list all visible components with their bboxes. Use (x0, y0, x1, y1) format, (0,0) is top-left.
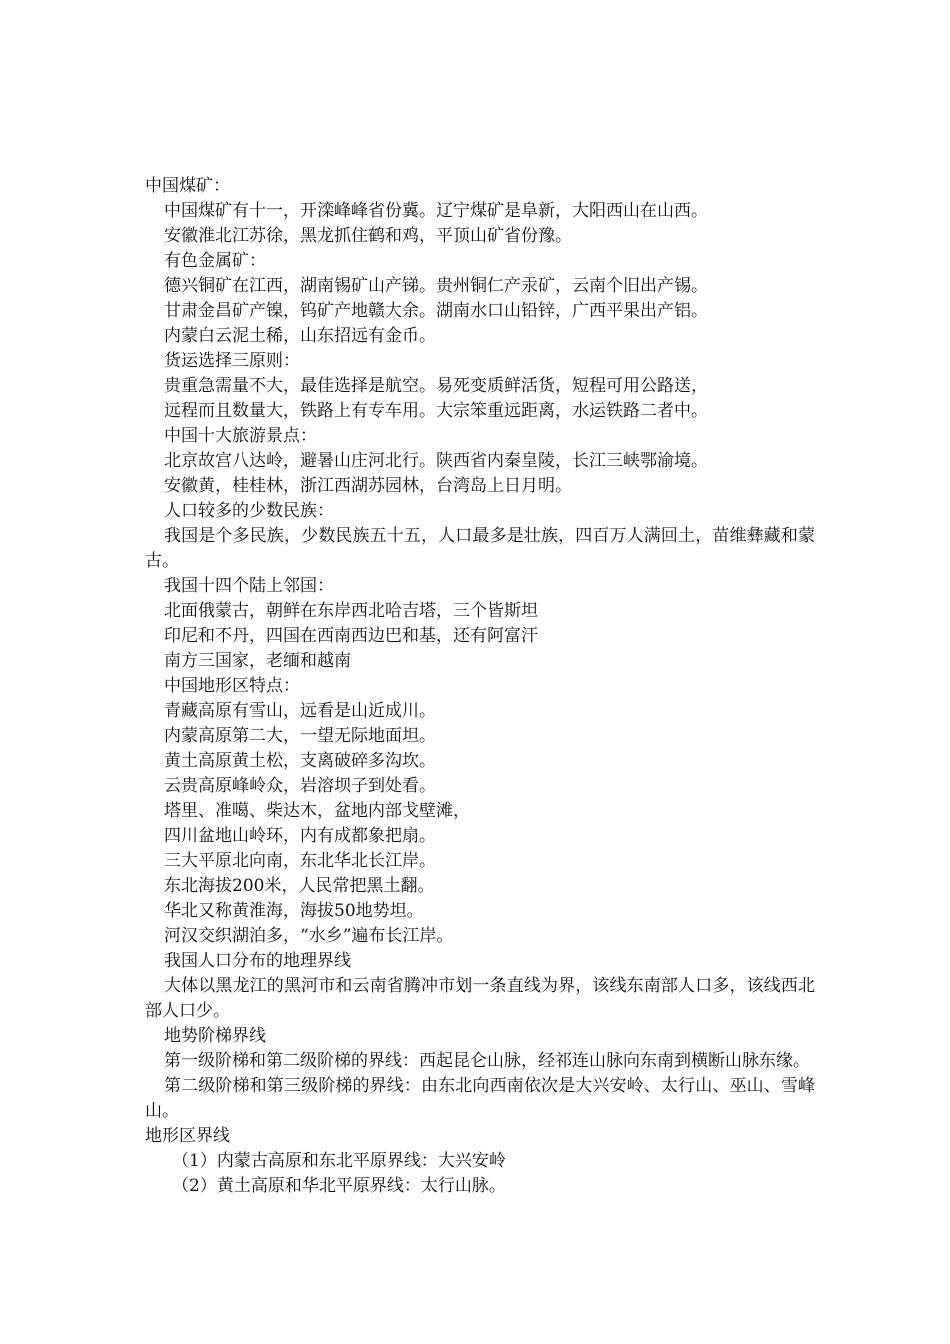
text-line: 货运选择三原则： (164, 351, 300, 371)
text-line: 有色金属矿： (164, 251, 266, 271)
text-line: 东北海拔200米，人民常把黑土翻。 (164, 876, 435, 896)
text-line: 青藏高原有雪山，远看是山近成川。 (164, 701, 436, 721)
text-line: 人口较多的少数民族： (164, 501, 334, 521)
text-line: 内蒙白云泥土稀，山东招远有金币。 (164, 326, 436, 346)
text-line: 安徽淮北江苏徐，黑龙抓住鹤和鸡，平顶山矿省份豫。 (164, 226, 572, 246)
text-line: 德兴铜矿在江西，湖南锡矿山产锑。贵州铜仁产汞矿，云南个旧出产锡。 (164, 276, 708, 296)
text-line: 北京故宫八达岭，避暑山庄河北行。陕西省内秦皇陵，长江三峡鄂渝境。 (164, 451, 708, 471)
text-line: 三大平原北向南，东北华北长江岸。 (164, 851, 436, 871)
text-line: 云贵高原峰岭众，岩溶坝子到处看。 (164, 776, 436, 796)
text-line: 北面俄蒙古，朝鲜在东岸西北哈吉塔，三个皆斯坦 (164, 601, 538, 621)
text-line: 安徽黄，桂桂林，浙江西湖苏园林，台湾岛上日月明。 (164, 476, 572, 496)
text-line: 四川盆地山岭环，内有成都象把扇。 (164, 826, 436, 846)
text-line: 贵重急需量不大，最佳选择是航空。易死变质鲜活货，短程可用公路送， (164, 376, 708, 396)
text-line: 第一级阶梯和第二级阶梯的界线：西起昆仑山脉，经祁连山脉向东南到横断山脉东缘。 (164, 1051, 810, 1071)
text-line: 中国十大旅游景点： (164, 426, 317, 446)
text-line: 中国地形区特点： (164, 676, 300, 696)
text-line: 印尼和不丹，四国在西南西边巴和基，还有阿富汗 (164, 626, 538, 646)
section-heading: 地形区界线 (145, 1126, 230, 1146)
text-line: 中国煤矿有十一，开滦峰峰省份冀。辽宁煤矿是阜新，大阳西山在山西。 (164, 201, 708, 221)
text-line: 我国是个多民族，少数民族五十五，人口最多是壮族，四百万人满回土，苗维彝藏和蒙古。 (145, 526, 815, 571)
text-line: 地势阶梯界线 (164, 1026, 266, 1046)
text-line: 我国十四个陆上邻国： (164, 576, 334, 596)
text-line: 大体以黑龙江的黑河市和云南省腾冲市划一条直线为界，该线东南部人口多，该线西北部人口少。 (145, 976, 815, 1021)
text-line: 第二级阶梯和第三级阶梯的界线：由东北向西南依次是大兴安岭、太行山、巫山、雪峰山。 (145, 1076, 815, 1121)
text-line: 河汉交织湖泊多，“水乡”遍布长江岸。 (164, 926, 454, 946)
text-line: 塔里、准噶、柴达木，盆地内部戈壁滩， (164, 801, 470, 821)
text-line: 甘肃金昌矿产镍，钨矿产地赣大余。湖南水口山铅锌，广西平果出产铝。 (164, 301, 708, 321)
text-line: 我国人口分布的地理界线 (164, 951, 351, 971)
text-line: 华北又称黄淮海，海拔50地势坦。 (164, 901, 424, 921)
text-line: （2）黄土高原和华北平原界线：太行山脉。 (172, 1176, 506, 1196)
text-line: 南方三国家，老缅和越南 (164, 651, 351, 671)
text-line: 内蒙高原第二大，一望无际地面坦。 (164, 726, 436, 746)
text-line: （1）内蒙古高原和东北平原界线：大兴安岭 (172, 1151, 506, 1171)
document-page (145, 174, 815, 1199)
section-heading: 中国煤矿： (145, 176, 230, 196)
text-line: 黄土高原黄土松，支离破碎多沟坎。 (164, 751, 436, 771)
text-line: 远程而且数量大，铁路上有专车用。大宗笨重远距离，水运铁路二者中。 (164, 401, 708, 421)
